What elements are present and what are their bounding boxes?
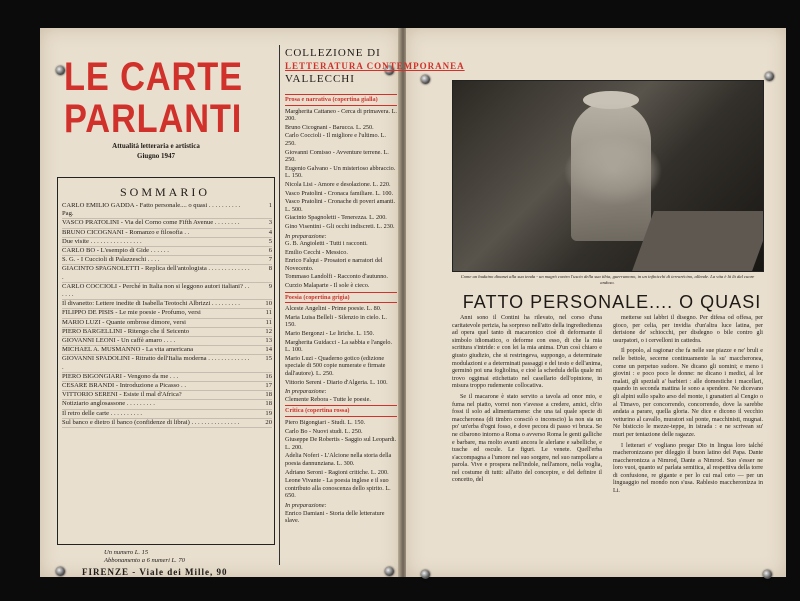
- toc-entry-text: Notiziario anglosassone . . . . . . . . .: [62, 400, 155, 408]
- sommario-title: SOMMARIO: [119, 185, 210, 199]
- toc-entry-page: 3: [268, 219, 272, 227]
- toc-entry-page: 7: [268, 256, 272, 264]
- toc-entry-text: CARLO EMILIO GADDA - Fatto personale.... o quasi . . . . . . . . . . Pag.: [62, 202, 241, 218]
- in-preparation-label: In preparazione:: [285, 232, 327, 240]
- toc-entry: [62, 382, 272, 391]
- table-shape: [632, 211, 764, 271]
- toc-entry-page: 14: [265, 346, 272, 354]
- publisher-address: FIRENZE - Viale dei Mille, 90: [82, 567, 228, 577]
- toc-entry-page: 9: [268, 282, 272, 290]
- toc-entry: [62, 337, 272, 346]
- toc-entry: [62, 247, 272, 256]
- collection-item: Margherita Cattaneo - Cerca di primavera. L. 200.: [285, 107, 397, 123]
- toc-entry: [62, 283, 272, 300]
- toc-entry-text: Sul banco e dietro il banco (confidenze di librai) . . . . . . . . . . . . . . .: [62, 418, 240, 426]
- toc-entry-page: 12: [265, 327, 272, 335]
- toc-entry: [62, 346, 272, 355]
- toc-entry: [62, 400, 272, 409]
- toc-entry: [62, 309, 272, 318]
- toc-entry-text: MICHAEL A. MUSMANNO - La vita americana: [62, 346, 194, 354]
- toc-entry: [62, 319, 272, 328]
- toc-entry: [62, 419, 272, 428]
- toc-entry-text: PIERO BARGELLINI - Ritengo che il Seicento: [62, 327, 190, 335]
- collection-header: COLLEZIONE DI LETTERATURA CONTEMPORANEA VALLECCHI: [285, 47, 465, 85]
- toc-entry-page: 17: [265, 382, 272, 390]
- collection-item: Carlo Coccioli - Il migliore e l'ultimo. L. 250.: [285, 132, 386, 147]
- toc-entry-text: Il divanetto: Lettere inedite di Isabella Teotochi Albrizzi . . . . . . . . .: [62, 300, 240, 308]
- collection-item: Giuseppe De Robertis - Saggio sul Leopardi. L. 200.: [285, 436, 397, 451]
- toc-entry-page: 1: [268, 202, 272, 209]
- toc-entry: [62, 300, 272, 309]
- in-preparation-item: Curzio Malaparte - Il sole è cieco.: [285, 282, 370, 290]
- pin-icon: [421, 570, 430, 579]
- collection-item: Nicola Lisi - Amore e desolazione. L. 220.: [285, 180, 391, 188]
- toc-entry-page: 8: [268, 265, 272, 273]
- collection-item: Adelia Noferi - L'Alcione nella storia della poesia dannunziana. L. 300.: [285, 452, 392, 467]
- pin-icon: [763, 570, 772, 579]
- photo-caption: Come un budaino dinanzi alla sua tenda - un magrò contro l'uscio della sua tibia, guerrumono, in un infinicchi di terrarécino, allende. La vita è là là dal cuore andoso.: [460, 274, 755, 285]
- toc-entry-page: 6: [268, 247, 272, 255]
- pin-icon: [385, 567, 394, 576]
- article-paragraph: metterse sui labbri il disegno. Per difesa od offesa, per gioco, per celia, per invidia d'un'altra luce latina, per derisione de' schiocchi, per disdegno o bile contro gli usurpatori, o i cervelloni in cattedra.: [613, 315, 763, 344]
- toc-entry-page: 11: [265, 318, 272, 326]
- toc-entry-page: 11: [265, 309, 272, 317]
- toc-entry: [62, 410, 272, 419]
- in-preparation-label: In preparazione:: [285, 388, 327, 396]
- toc-entry: [62, 355, 272, 372]
- column-divider: [279, 45, 280, 565]
- toc-entry: [62, 373, 272, 382]
- toc-entry: [62, 256, 272, 265]
- pin-icon: [765, 72, 774, 81]
- in-preparation-label: In preparazione:: [285, 501, 327, 509]
- collection-item: Carlo Bo - Nuovi studi. L. 250.: [285, 427, 363, 435]
- collection-item: Maria Luisa Belleli - Silenzio in cielo. L. 150.: [285, 313, 387, 329]
- collection-item: Alceste Angelini - Prime poesie. L. 80.: [285, 305, 382, 313]
- collection-item: Gino Visentini - Gli occhi indiscreti. L. 230.: [285, 222, 395, 230]
- toc-entry-page: 15: [265, 355, 272, 363]
- collection-item: Mario Bergonzi - Le liriche. L. 150.: [285, 330, 375, 338]
- article-paragraph: Se il macarone è stato servito a tavola ad onor mio, e fuma nel piatto, vorrei non v'avesse a credere, amici, ch'io fossi il solo ad alimentarmene: che una tal quale specie di maccheronea (di timbro consciò o inconscio) la non sia un po' un'erba d'ogni fosso, e dove pecora di passo vi bruca. Se ne cibarono intorno a Roma o avverso Roma le genti galliche e barbare, ma molto avanti ancora le alerlane e sabelliche, e tusche ed oscule. Le figuri. Le venete. Quell'erba s'accompagna a l'umore nel suo sorgere, nel suo rampollare a parola. Vive e prospera nell'indole, nell'amore, nella voglia, nel costume di tutti: all'atto del concepire, e del definire il concetto, del: [452, 393, 602, 484]
- toc-entry-page: 18: [265, 391, 272, 399]
- toc-entry-text: GIACINTO SPAGNOLETTI - Replica dell'antologista . . . . . . . . . . . . . .: [62, 265, 250, 281]
- collection-item: Mario Luzi - Quaderno gotico (edizione speciale di 500 copie numerate e firmate dall'autore). L. 250.: [285, 354, 386, 377]
- toc-entry: [62, 202, 272, 219]
- toc-entry-text: FILIPPO DE PISIS - Le mie poesie - Profumo, versi: [62, 309, 201, 317]
- toc-entry: [62, 229, 272, 238]
- magazine-subtitle: Attualità letteraria e artistica Giugno 1947: [112, 142, 200, 160]
- collection-item: Bruno Cicognani - Barucca. L. 250.: [285, 123, 374, 131]
- toc-entry-text: BRUNO CICOGNANI - Romanzo e filosofia . .: [62, 228, 190, 236]
- toc-entry-page: 10: [265, 300, 272, 308]
- article-paragraph: Anni sono il Contini ha rilevato, nel corso d'una caritatevole perizia, ha sorpreso nell'atto della ingrediedienza ad opera quel tanto di macaronico cioè di deformante il simbolo idiomatico, o deforme con esso, di che la mia scrittura s'intride: e con lei la mia anima. D'un così chiaro e giusto giudizio, che si restringeva, suppongo, a determinate modulazioni e a determinati passaggi e del testo e dell'anima, germinò poi una fogliolina, e cioè la schedula della quale mi trovo oggimai etichettato nel casellario dell'opinione, in misura troppo rudemente collocativa.: [452, 315, 602, 390]
- article-column-1: [452, 315, 602, 488]
- toc-entry-page: 19: [265, 409, 272, 417]
- toc-entry: [62, 219, 272, 228]
- in-preparation-item: Clemente Rebora - Tutte le poesie.: [285, 395, 371, 403]
- price-info: Un numero L. 15 Abbonamento a 6 numeri L. 70: [104, 549, 185, 564]
- collection-item: Adriano Seroni - Ragioni critiche. L. 200.: [285, 468, 389, 476]
- toc-entry-page: 18: [265, 400, 272, 408]
- collection-section-title: Critica (copertina rossa): [285, 405, 397, 417]
- collection-item: Eugenio Galvano - Un misterioso abbraccio. L. 150.: [285, 164, 396, 180]
- toc-entry-page: 20: [265, 418, 272, 426]
- collection-item: Vasco Pratolini - Cronaca familiare. L. 100.: [285, 189, 394, 197]
- toc-entry: [62, 265, 272, 282]
- in-preparation-item: Emilio Cecchi - Messico.: [285, 248, 348, 256]
- figure-shape: [571, 101, 651, 241]
- collection-item: Giovanni Comisso - Avventure terrene. L. 250.: [285, 148, 389, 164]
- collection-item: Piero Bigongiari - Studi. L. 150.: [285, 418, 366, 426]
- collection-item: Leone Vivante - La poesia inglese e il suo contributo alla conoscenza dello spirito. L. 650.: [285, 477, 391, 500]
- in-preparation-item: Tommaso Landolfi - Racconto d'autunno.: [285, 273, 388, 281]
- article-paragraph: Il popolo, al ragionar che fa nelle sue piazze e ne' bruli e nelle bettole, secerne continuamente la su' maccheronea, come un perpetuo sudore. Ne dicano gli uomini; e meno i giovini : e poco poco le donne: ne dicano i medici, al lor malati, gli speziali a' barbieri : alle domestiche i macellari, quando in seconda mattina le sono a spendere. Ne dicevano gli alpini sullo spalto arso del monte, i granatieri al Cengio o al Timavo, per concorrendo, concorrendo, dove la sarebbe andata a parare, quella gloria. Ne dice e dicono il vecchio vetturino al cavallo, muratori sul ponte, macchinisti, mugnai. Ne bisticcio le mezze-teppe, in istrada : e ne scrivean su' muri per tentazione delle ragazze.: [613, 348, 763, 438]
- toc-entry: [62, 391, 272, 400]
- toc-entry-text: Due visite . . . . . . . . . . . . . . . .: [62, 237, 142, 245]
- in-preparation-item: Enrico Damiani - Storia delle letterature slave.: [285, 509, 385, 525]
- toc-entry-text: Il retro delle carte . . . . . . . . . .: [62, 409, 143, 417]
- toc-entry-text: GIOVANNI LEONI - Un caffè amaro . . . .: [62, 337, 176, 345]
- toc-entry: [62, 238, 272, 247]
- pin-icon: [56, 567, 65, 576]
- toc-entry-page: 13: [265, 337, 272, 345]
- article-column-2: [613, 315, 763, 499]
- article-photo: [452, 80, 764, 272]
- toc-entry-text: CARLO BO - L'esempio di Gide . . . . . .: [62, 247, 169, 255]
- table-of-contents: [62, 202, 272, 428]
- toc-entry-text: PIERO BIGONGIARI - Vengono da me . . .: [62, 372, 179, 380]
- collection-item: Margherita Guidacci - La sabbia e l'angelo. L. 100.: [285, 338, 393, 354]
- toc-entry-page: 5: [268, 237, 272, 245]
- toc-entry-text: CESARE BRANDI - Introduzione a Picasso . .: [62, 382, 186, 390]
- toc-entry-page: 16: [265, 372, 272, 380]
- toc-entry-text: GIOVANNI SPADOLINI - Ritratto dell'Italia moderna . . . . . . . . . . . . . .: [62, 355, 250, 371]
- collection-list: [285, 92, 397, 526]
- collection-item: Giacinto Spagnoletti - Tenerezza. L. 200.: [285, 214, 387, 222]
- collection-item: Vasco Pratolini - Cronache di poveri amanti. L. 500.: [285, 198, 396, 213]
- toc-entry-text: VITTORIO SERENI - Esiste il mal d'Africa?: [62, 391, 182, 399]
- collection-section-title: Poesia (copertina grigia): [285, 292, 397, 304]
- magazine-title: LE CARTE PARLANTI: [64, 55, 243, 141]
- toc-entry-text: MARIO LUZI - Quante ombrose dimore, versi: [62, 318, 186, 326]
- toc-entry-text: VASCO PRATOLINI - Via del Corno come Fifth Avenue . . . . . . . .: [62, 219, 240, 227]
- toc-entry-text: S. G. - I Cuccioli di Palazzeschi . . . .: [62, 256, 160, 264]
- collection-section-title: Prosa e narrativa (copertina gialla): [285, 94, 397, 106]
- in-preparation-item: Enrico Falqui - Prosatori e narratori del Novecento.: [285, 257, 383, 272]
- article-title: FATTO PERSONALE.... O QUASI: [462, 292, 762, 312]
- in-preparation-item: G. B. Angioletti - Tutti i racconti.: [285, 240, 368, 248]
- article-paragraph: I letterari e' vogliano pregar Dio in lingua loro talché macheronizzano per dileggio il buon latino del Papa. Dante maccheronizza a Nimrod, Dante a Nimrod. Suo s'esser ne loro vuoi, quanto su' parlata semitica, al respettiva della torre di confusione, re gigante e per lo cui mal ceto — per un linguaggio nel mondo non s'usa. Rablesio maccheronizza in Li.: [613, 442, 763, 495]
- toc-entry-page: 4: [268, 228, 272, 236]
- toc-entry: [62, 328, 272, 337]
- toc-entry-text: CARLO COCCIOLI - Perché in Italia non si leggono autori italiani? . . . . . .: [62, 282, 250, 299]
- collection-item: Vittorio Sereni - Diario d'Algeria. L. 100.: [285, 378, 388, 386]
